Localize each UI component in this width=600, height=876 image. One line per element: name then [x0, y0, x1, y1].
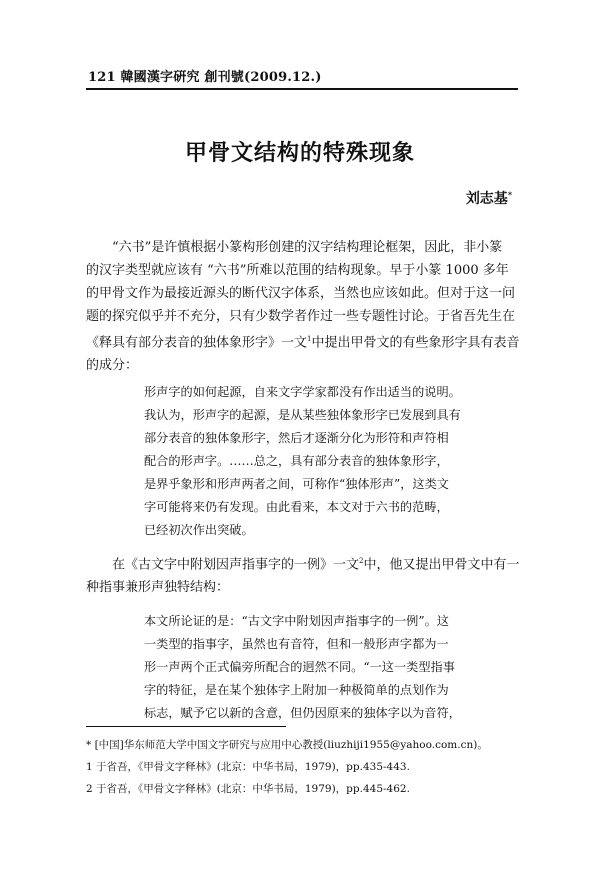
- footnote-ref-2: 2: [359, 557, 364, 565]
- paragraph-2-line-1-pre: 在《古文字中附划因声指事字的一例》一文: [112, 557, 360, 573]
- paragraph-1-line-3: 的甲骨文作为最接近源头的断代汉字体系，当然也应该如此。但对于这一问: [86, 286, 516, 301]
- quote-1-line-5: 是界乎象形和形声两者之间，可称作“独体形声”，这类文: [144, 477, 449, 491]
- paragraph-2-line-1-post: 中，他又提出甲骨文中有一: [363, 557, 520, 573]
- header-rule: [86, 88, 518, 90]
- paragraph-1-line-6: 的成分：: [86, 358, 139, 374]
- quote-1-line-1: 形声字的如何起源，自来文字学家都没有作出适当的说明。: [144, 385, 461, 399]
- quote-2-line-2: 一类型的指事字，虽然也有音符，但和一般形声字都为一: [144, 637, 449, 651]
- quote-1-line-2: 我认为，形声字的起源，是从某些独体象形字已发展到具有: [144, 408, 461, 422]
- quote-1-line-7: 已经初次作出突破。: [144, 523, 254, 537]
- running-header: 121 韓國漢字硏究 創刊號(2009.12.): [88, 70, 322, 85]
- author-footnote-mark: *: [507, 189, 512, 200]
- paragraph-1-line-4: 题的探究似乎并不充分，只有少数学者作过一些专题性讨论。于省吾先生在: [86, 309, 516, 324]
- paragraph-2-line-1: [86, 550, 518, 576]
- paragraph-2-line-2: 种指事兼形声独特结构：: [86, 580, 230, 596]
- quote-2-line-5: 标志，赋予它以新的含意，但仍因原来的独体字以为音符，: [144, 706, 461, 720]
- footnote-2: 2 于省吾，《甲骨文字释林》(北京：中华书局，1979)，pp.445-462.: [86, 783, 410, 795]
- author-line: [466, 188, 512, 208]
- quote-1-line-4: 配合的形声字。……总之，具有部分表音的独体象形字，: [144, 454, 449, 468]
- quote-2-line-4: 字的特征，是在某个独体字上附加一种极简单的点划作为: [144, 683, 449, 697]
- quote-2-line-3: 形一声两个正式偏旁所配合的迥然不同。“一这一类型指事: [144, 660, 455, 674]
- article-title: 甲骨文结构的特殊现象: [184, 140, 415, 166]
- paragraph-1-line-1: “六书”是许慎根据小篆构形创建的汉字结构理论框架，因此，非小篆: [112, 240, 503, 255]
- author-name: 刘志基: [465, 191, 508, 207]
- quote-1-line-6: 字可能将来仍有发现。由此看来，本文对于六书的范畴，: [144, 500, 449, 514]
- footnote-author: * [中国]华东师范大学中国文字研究与应用中心教授(liuzhiji1955@yahoo.com.cn)。: [86, 739, 488, 751]
- footnote-rule: [86, 726, 286, 727]
- footnotes: [86, 734, 526, 800]
- paragraph-2: [86, 550, 518, 599]
- quote-1-line-3: 部分表音的独体象形字，然后才逐渐分化为形符和声符相: [144, 431, 449, 445]
- block-quote-1: [144, 381, 462, 542]
- paragraph-1: [86, 236, 518, 377]
- footnote-ref-1: 1: [307, 335, 312, 343]
- block-quote-2: [144, 610, 462, 725]
- quote-2-line-1: 本文所论证的是：“古文字中附划因声指事字的一例”。这: [144, 614, 449, 628]
- paragraph-1-line-5-pre: 《释具有部分表音的独体象形字》一文: [86, 335, 308, 351]
- paragraph-1-line-5-post: 中提出甲骨文的有些象形字具有表音: [311, 335, 520, 351]
- footnote-1: 1 于省吾，《甲骨文字释林》(北京：中华书局，1979)，pp.435-443.: [86, 761, 410, 773]
- paragraph-1-line-2: 的汉字类型就应该有 “六书”所难以范围的结构现象。早于小篆 1000 多年: [86, 263, 509, 278]
- paragraph-1-line-5: [86, 328, 518, 354]
